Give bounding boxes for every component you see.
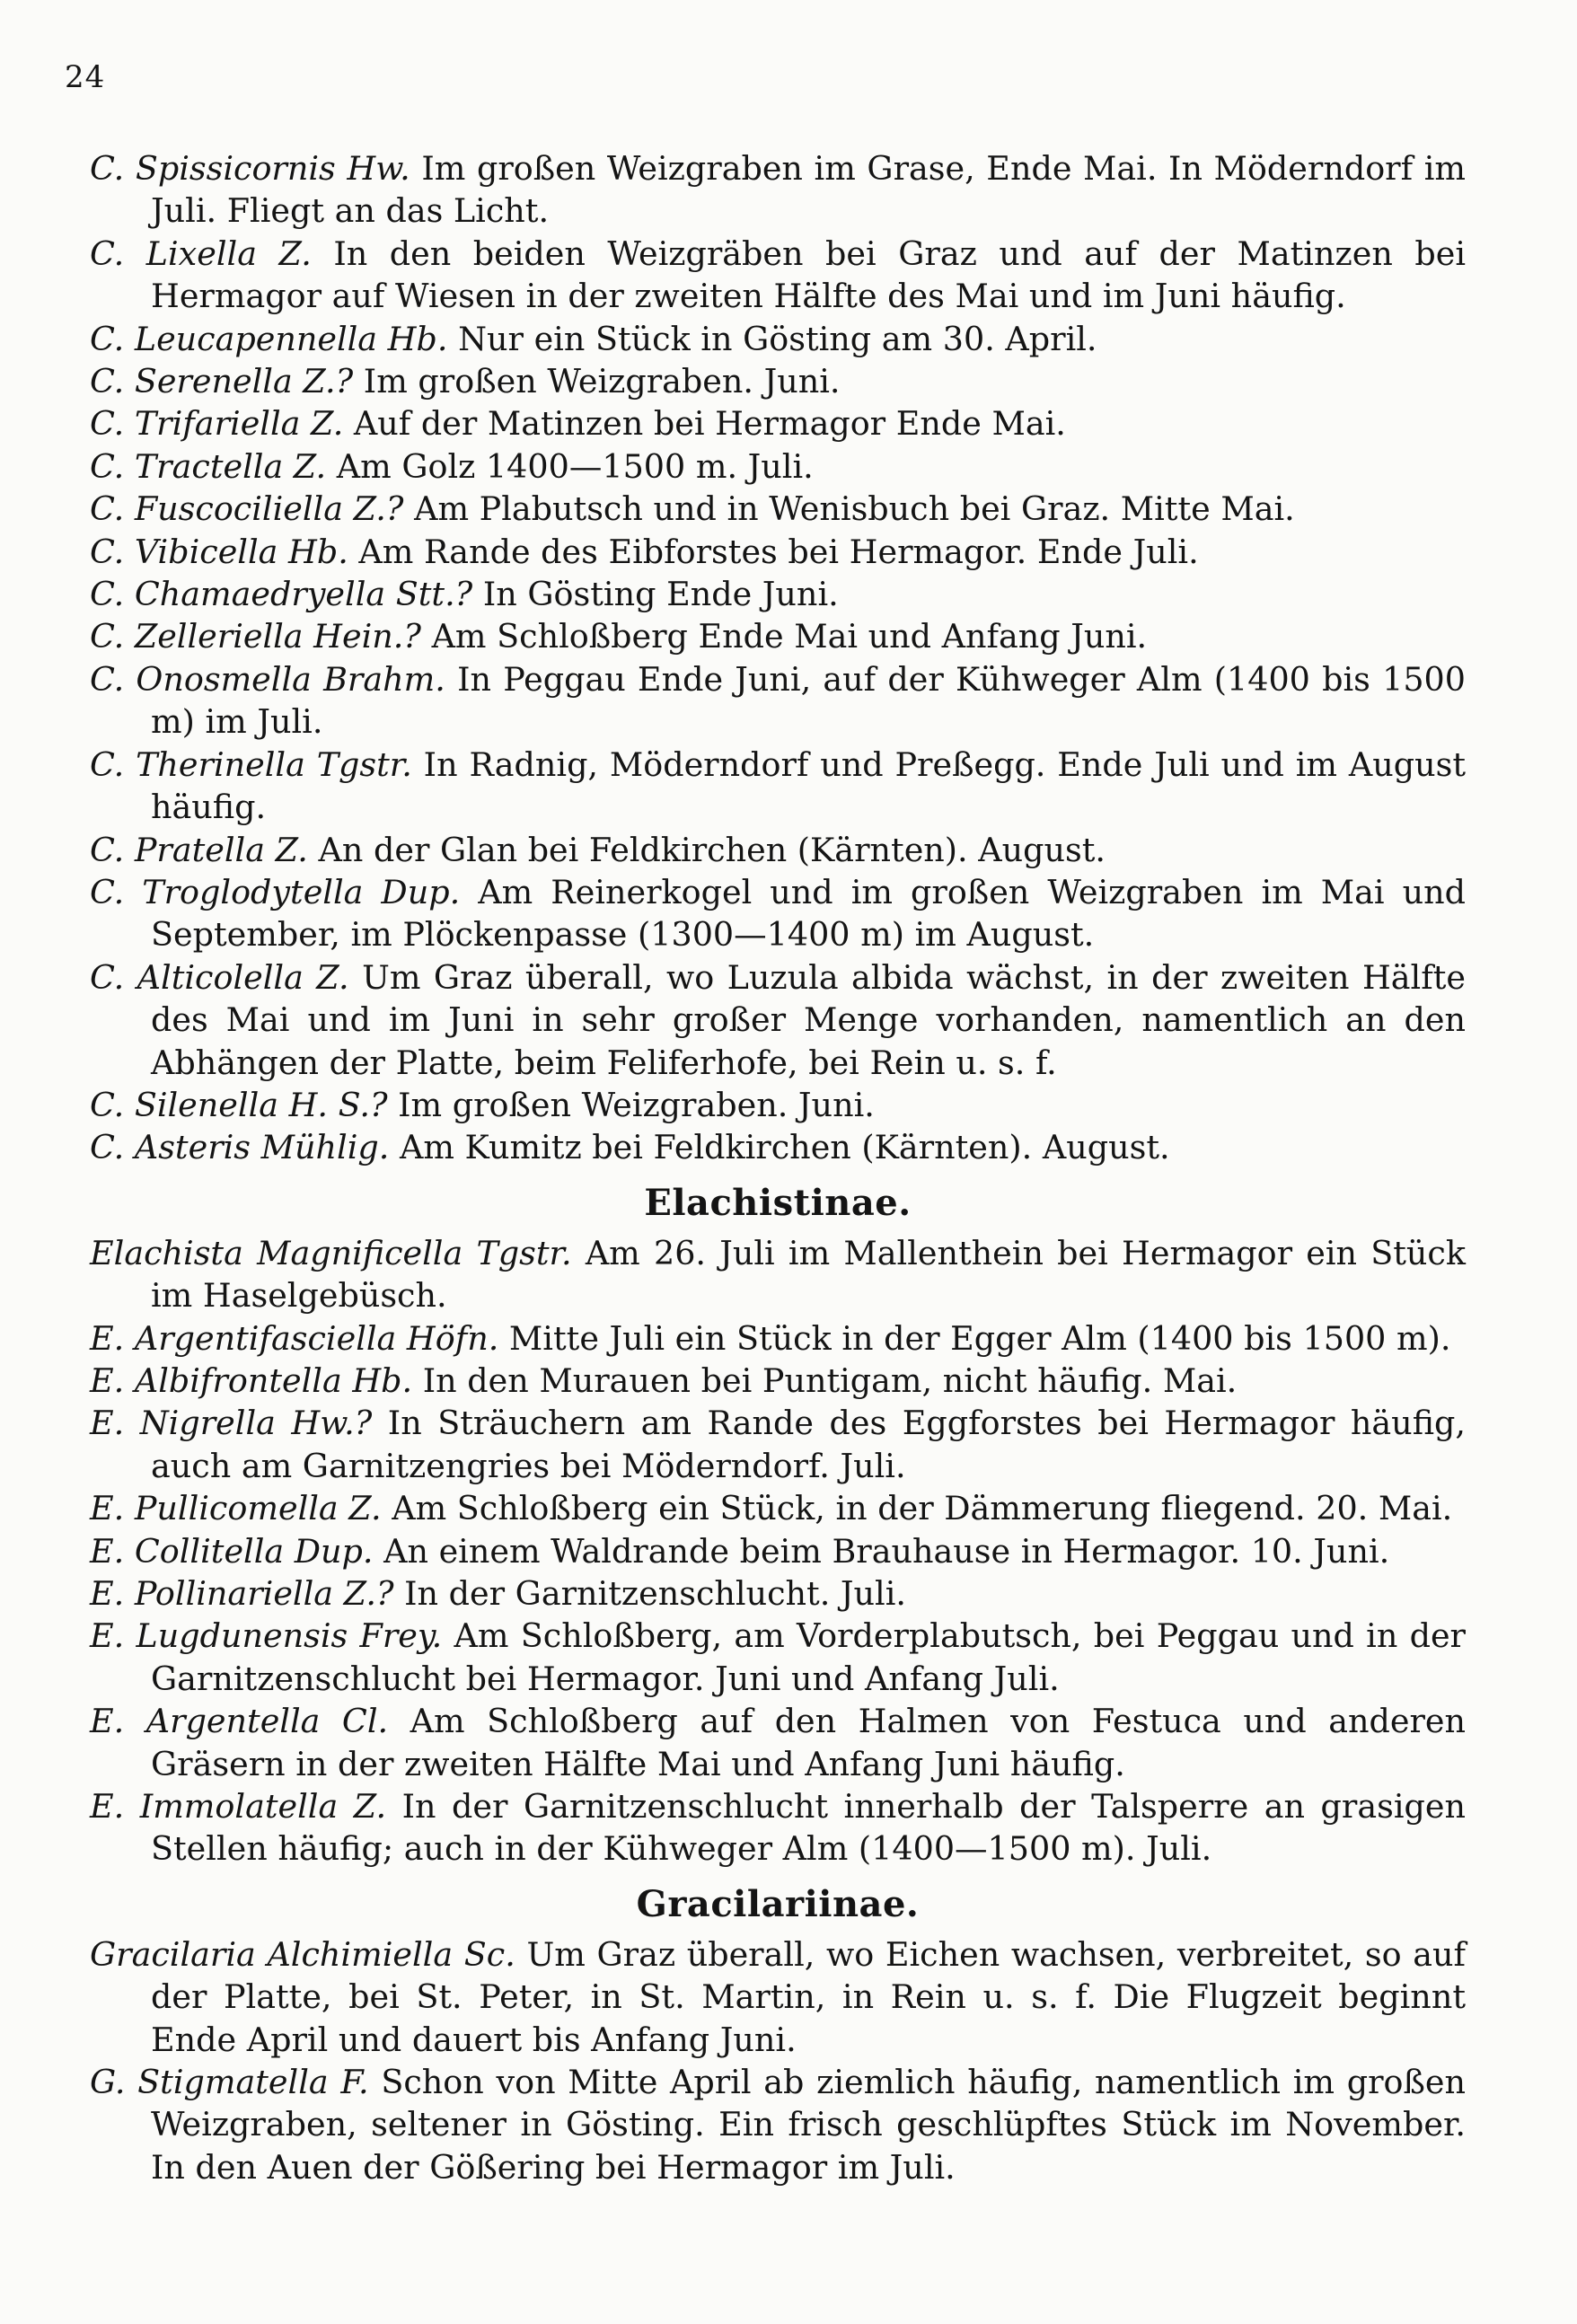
entry-text: In Gösting Ende Juni. [472, 575, 839, 614]
entry-text: An der Glan bei Feldkirchen (Kärnten). August. [307, 830, 1106, 869]
entry-text: Am Plabutsch und in Wenisbuch bei Graz. Mitte Mai. [403, 489, 1295, 529]
entry-text: Am Golz 1400—1500 m. Juli. [326, 446, 814, 486]
entry-text: Auf der Matinzen bei Hermagor Ende Mai. [343, 404, 1066, 444]
entry-text: In Sträuchern am Rande des Eggforstes bei Hermagor häufig, auch am Garnitzengries bei Möderndorf. Juli. [151, 1404, 1467, 1485]
species-entry [90, 147, 1466, 233]
entry-text: Am Rande des Eibforstes bei Hermagor. Ende Juli. [348, 532, 1199, 571]
entry-text: In den beiden Weizgräben bei Graz und auf der Matinzen bei Hermagor auf Wiesen in der zweiten Hälfte des Mai und im Juni häufig. [151, 233, 1466, 316]
species-name: C. Leucapennella Hb. [90, 319, 448, 358]
species-name: C. Vibicella Hb. [90, 532, 348, 571]
species-entry [90, 1084, 1466, 1126]
species-entry [90, 956, 1466, 1084]
species-name: C. Serenella Z.? [90, 362, 354, 401]
species-entry [90, 1317, 1466, 1360]
entry-text: Schon von Mitte April ab ziemlich häufig, namentlich im großen Weizgraben, seltener in Gösting. Ein frisch geschlüpftes Stück im November. In den Auen der Gößering bei Hermagor im Juli. [151, 2063, 1466, 2187]
species-entry [90, 1933, 1466, 2061]
species-name: C. Chamaedryella Stt.? [90, 575, 473, 614]
species-name: G. Stigmatella F. [90, 2063, 369, 2102]
species-entry [90, 744, 1466, 829]
species-name: C. Pratella Z. [90, 830, 308, 869]
entry-text: Am Schloßberg ein Stück, in der Dämmerung fliegend. 20. Mai. [381, 1489, 1453, 1528]
species-entry [90, 1487, 1466, 1529]
species-entry [90, 1572, 1466, 1615]
entry-text: Um Graz überall, wo Luzula albida wächst, in der zweiten Hälfte des Mai und im Juni in sehr großer Menge vorhanden, namentlich an den Abhängen der Platte, beim Feliferhofe, bei Rein u. s. f. [151, 957, 1466, 1082]
entry-text: In der Garnitzenschlucht. Juli. [393, 1574, 907, 1613]
species-name: C. Fuscociliella Z.? [90, 489, 404, 529]
species-name: E. Albifrontella Hb. [90, 1360, 413, 1400]
species-name: C. Therinella Tgstr. [90, 744, 412, 784]
species-name: C. Tractella Z. [90, 446, 327, 486]
species-name: C. Asteris Mühlig. [90, 1128, 390, 1167]
species-entry [90, 318, 1466, 360]
species-name: E. Pollinariella Z.? [90, 1574, 394, 1613]
species-entry [90, 871, 1466, 956]
section-heading: Elachistinae. [644, 1181, 912, 1224]
species-entry [90, 658, 1466, 744]
species-name: C. Onosmella Brahm. [90, 659, 445, 699]
entry-text: Am 26. Juli im Mallenthein bei Hermagor ein Stück im Haselgebüsch. [151, 1233, 1466, 1316]
entry-text: Am Schloßberg, am Vorderplabutsch, bei Peggau und in der Garnitzenschlucht bei Hermagor. Juni und Anfang Juli. [151, 1616, 1467, 1698]
species-name: E. Immolatella Z. [90, 1787, 387, 1827]
species-name: C. Lixella Z. [90, 233, 312, 273]
entry-text: An einem Waldrande beim Brauhause in Hermagor. 10. Juni. [373, 1531, 1390, 1571]
species-entry [90, 615, 1466, 657]
species-entry [90, 1785, 1466, 1871]
species-entry [90, 1530, 1466, 1572]
species-name: C. Troglodytella Dup. [90, 872, 461, 911]
species-entry [90, 1126, 1466, 1168]
species-entry [90, 2061, 1466, 2188]
entry-text: Am Reinerkogel und im großen Weizgraben im Mai und September, im Plöckenpasse (1300—1400 m) im August. [151, 872, 1466, 955]
species-name: Elachista Magnificella Tgstr. [90, 1233, 572, 1272]
species-entry [90, 1615, 1466, 1700]
species-name: E. Argentifasciella Höfn. [90, 1318, 499, 1358]
species-name: C. Alticolella Z. [90, 957, 349, 997]
entry-text: In Peggau Ende Juni, auf der Kühweger Alm (1400 bis 1500 m) im Juli. [151, 659, 1466, 742]
species-entry [90, 829, 1466, 871]
species-name: E. Pullicomella Z. [90, 1489, 382, 1528]
species-entry [90, 1402, 1466, 1487]
species-entry [90, 360, 1466, 402]
entry-text: Im großen Weizgraben im Grase, Ende Mai. In Möderndorf im Juli. Fliegt an das Licht. [151, 149, 1467, 231]
species-name: E. Collitella Dup. [90, 1531, 374, 1571]
species-entry [90, 1360, 1466, 1402]
species-name: E. Nigrella Hw.? [90, 1404, 373, 1443]
species-name: C. Trifariella Z. [90, 404, 344, 444]
entry-text: Im großen Weizgraben. Juni. [353, 362, 841, 401]
species-name: E. Lugdunensis Frey. [90, 1616, 443, 1656]
species-entry [90, 531, 1466, 573]
entry-text: In Radnig, Möderndorf und Preßegg. Ende Juli und im August häufig. [151, 744, 1466, 827]
entry-text: In den Murauen bei Puntigam, nicht häufig. Mai. [412, 1360, 1238, 1400]
entry-text: In der Garnitzenschlucht innerhalb der Talsperre an grasigen Stellen häufig; auch in der Kühweger Alm (1400—1500 m). Juli. [151, 1787, 1466, 1869]
section-heading: Gracilariinae. [636, 1882, 920, 1925]
species-entry [90, 402, 1466, 445]
entry-text: Um Graz überall, wo Eichen wachsen, verbreitet, so auf der Platte, bei St. Peter, in St. Martin, in Rein u. s. f. Die Flugzeit beginnt Ende April und dauert bis Anfang Juni. [151, 1934, 1466, 2059]
species-entry [90, 445, 1466, 488]
species-name: C. Zelleriella Hein.? [90, 617, 421, 656]
species-entry [90, 233, 1466, 318]
entry-text: Am Schloßberg auf den Halmen von Festuca und anderen Gräsern in der zweiten Hälfte Mai und Anfang Juni häufig. [151, 1702, 1467, 1783]
entry-text: Im großen Weizgraben. Juni. [387, 1085, 875, 1124]
entry-text: Am Schloßberg Ende Mai und Anfang Juni. [420, 617, 1148, 656]
species-name: E. Argentella Cl. [90, 1702, 389, 1741]
entry-text: Am Kumitz bei Feldkirchen (Kärnten). August. [389, 1128, 1170, 1167]
species-name: Gracilaria Alchimiella Sc. [90, 1934, 515, 1974]
page-number: 24 [65, 59, 106, 95]
species-entry [90, 488, 1466, 530]
species-entry [90, 1232, 1466, 1317]
entry-text: Mitte Juli ein Stück in der Egger Alm (1400 bis 1500 m). [498, 1318, 1451, 1358]
text-block [90, 147, 1466, 2188]
species-name: C. Spissicornis Hw. [90, 149, 410, 188]
species-entry [90, 1700, 1466, 1785]
species-name: C. Silenella H. S.? [90, 1085, 388, 1124]
entry-text: Nur ein Stück in Gösting am 30. April. [447, 319, 1097, 358]
species-entry [90, 573, 1466, 615]
